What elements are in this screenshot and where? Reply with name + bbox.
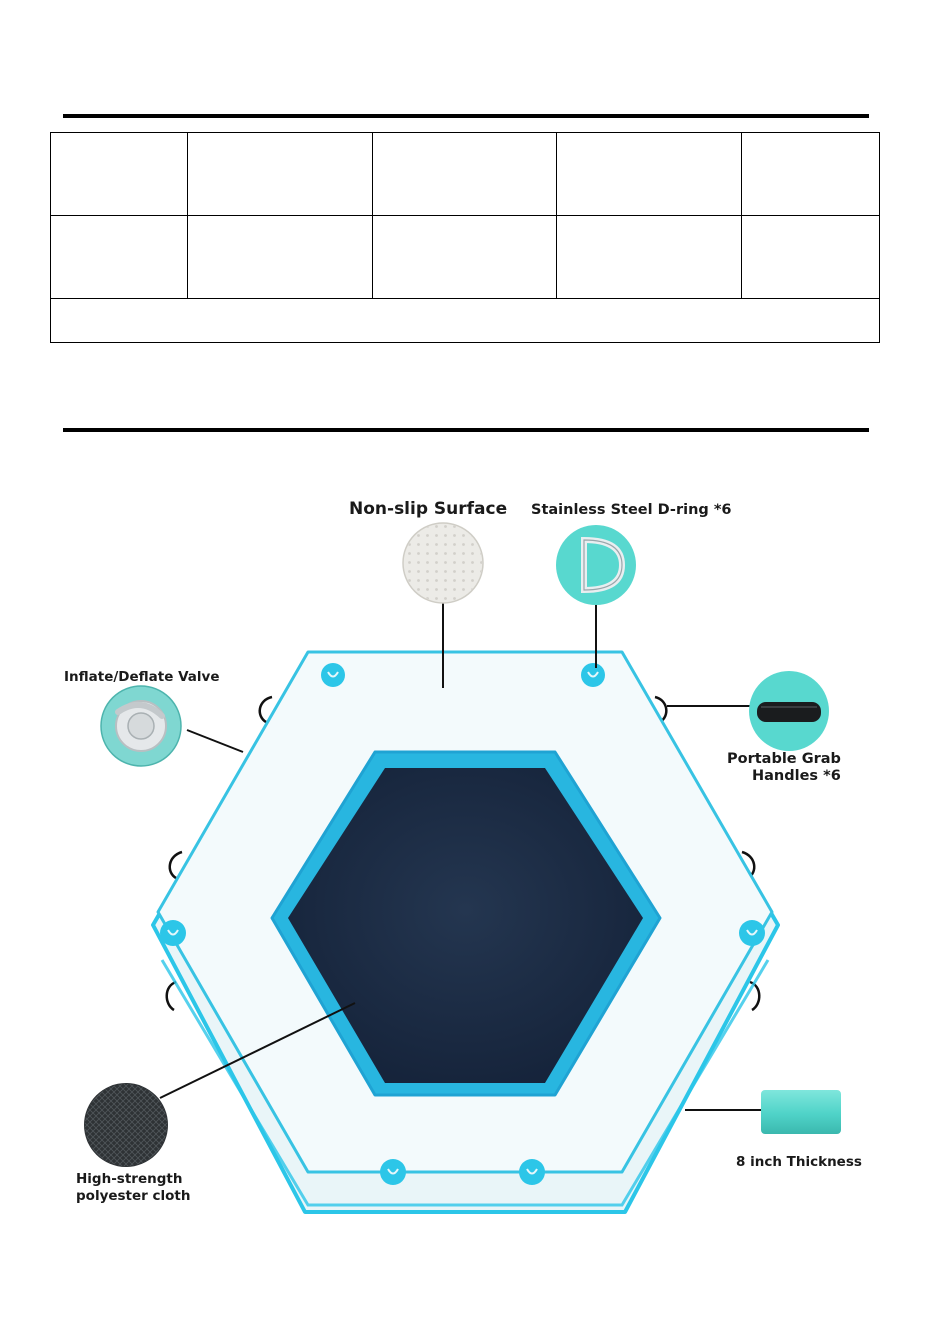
label-cloth-line2: polyester cloth <box>76 1188 191 1204</box>
label-cloth-line1: High-strength <box>76 1171 183 1187</box>
label-d-ring: Stainless Steel D-ring *6 <box>531 502 732 518</box>
grab-handle-detail <box>749 671 829 751</box>
polyester-cloth-detail <box>84 1083 168 1167</box>
label-non-slip-surface: Non-slip Surface <box>349 499 508 519</box>
valve-detail <box>101 686 181 766</box>
label-grab-handles-line2: Handles *6 <box>752 768 841 784</box>
label-grab-handles-line1: Portable Grab <box>727 751 841 767</box>
thickness-detail <box>761 1072 841 1152</box>
label-thickness: 8 inch Thickness <box>736 1154 862 1170</box>
non-slip-surface-detail <box>403 523 483 603</box>
label-valve: Inflate/Deflate Valve <box>64 669 220 685</box>
d-ring-detail <box>556 525 636 605</box>
